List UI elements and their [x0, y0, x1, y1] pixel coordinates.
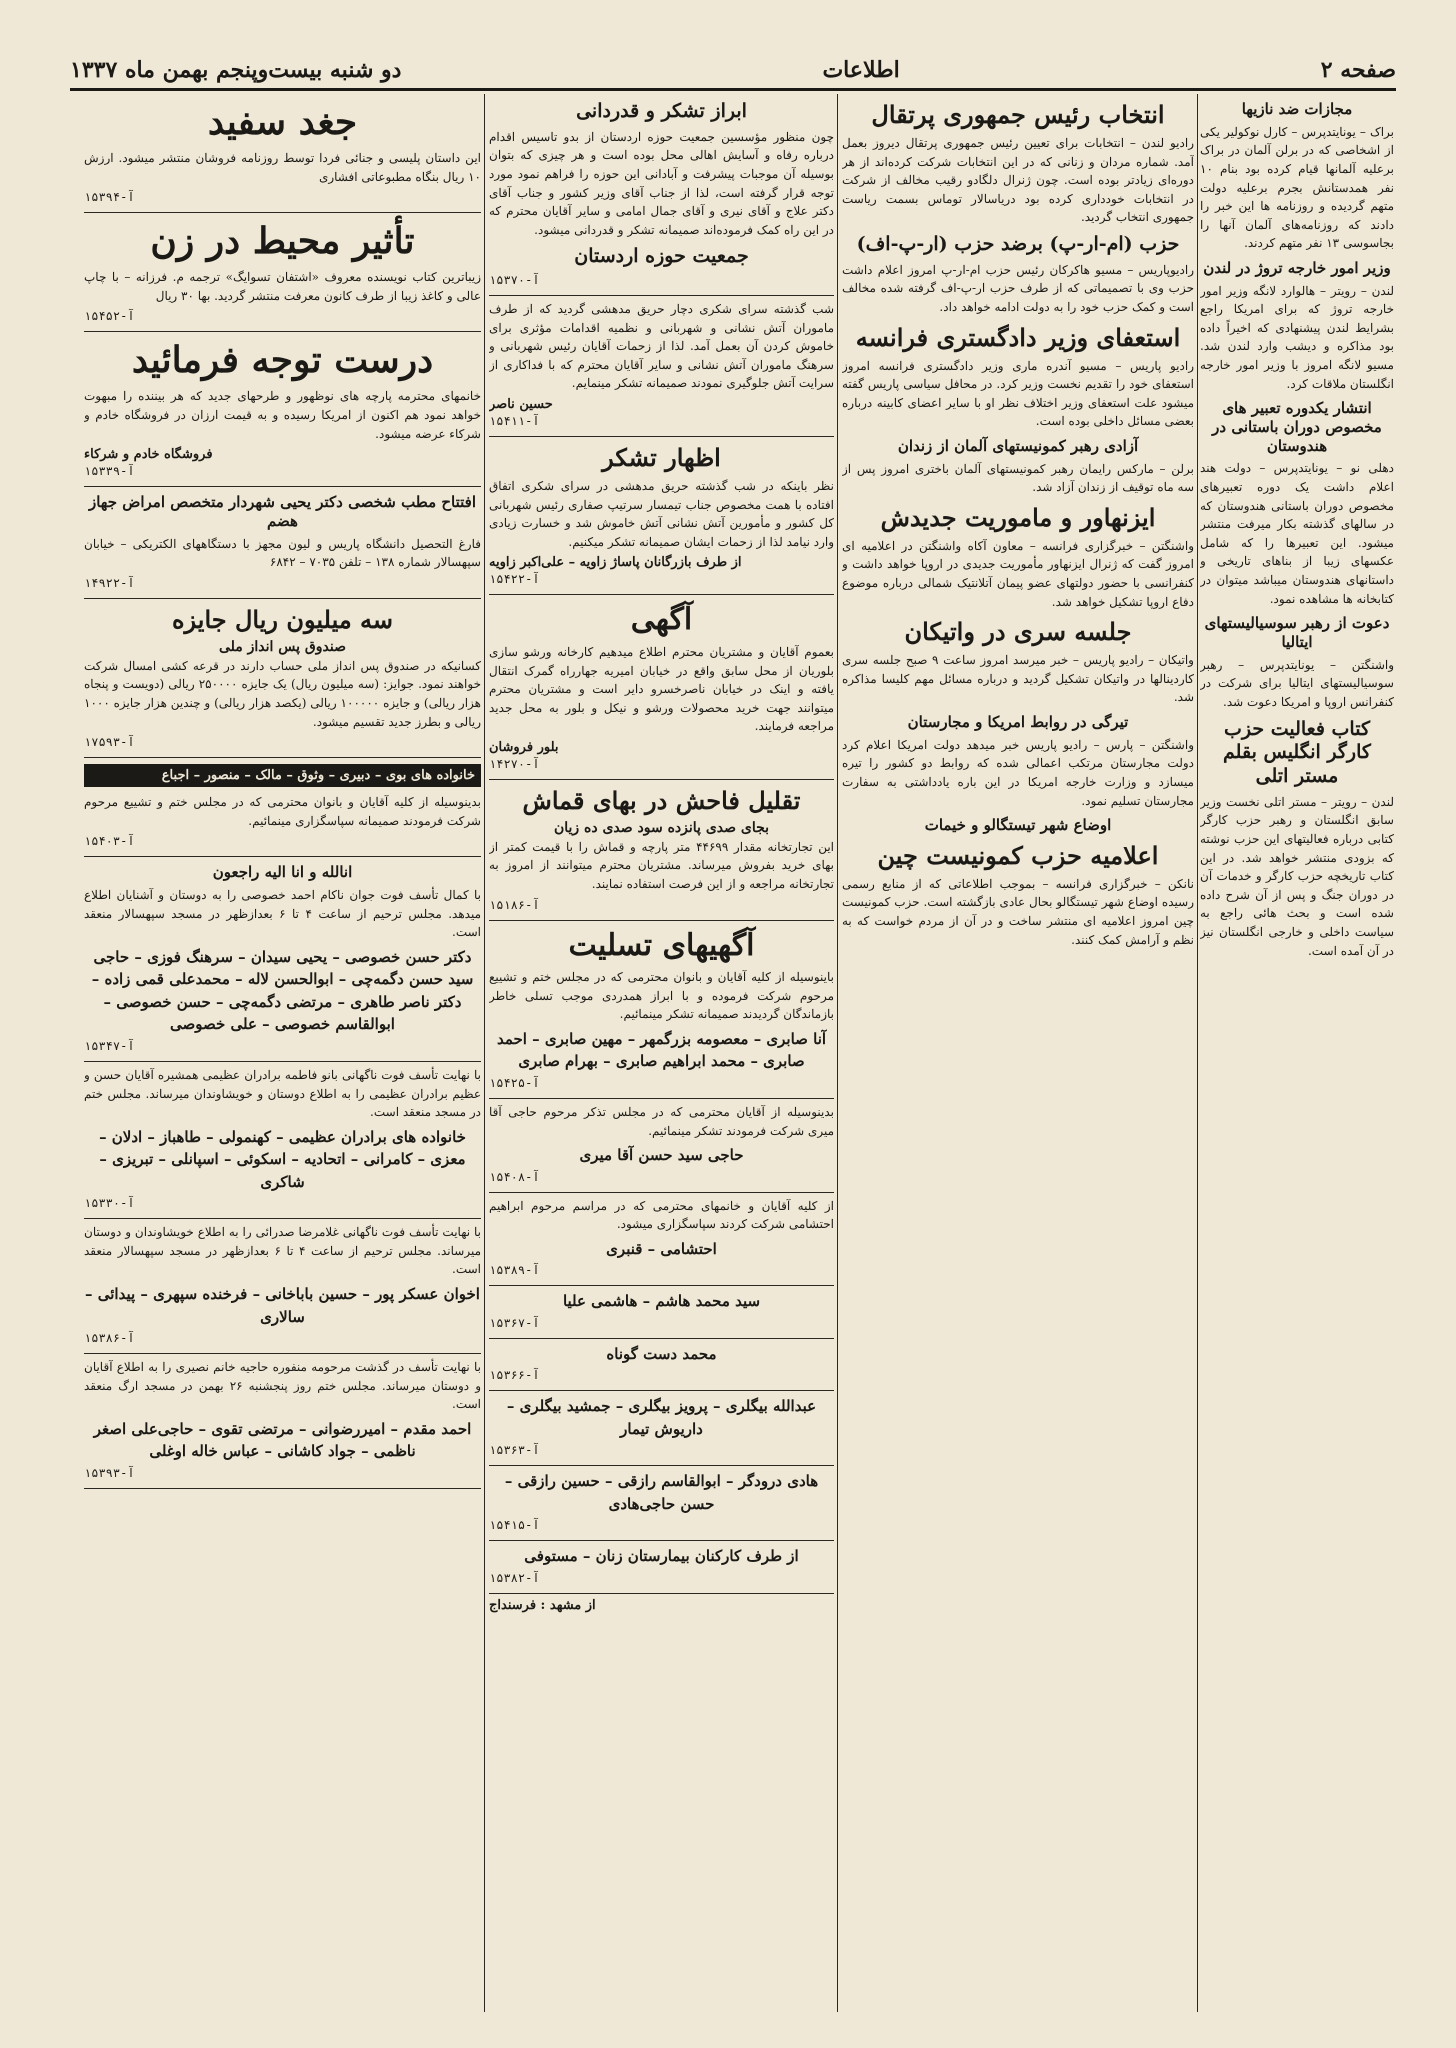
- ad-code: آ-۱۴۹۲۲: [84, 575, 135, 590]
- condolence-notice: [489, 1103, 834, 1193]
- article-body: واتیکان – رادیو پاریس – خبر میرسد امروز ساعت ۹ صبح جلسه سری کاردینالها در واتیکان تشکیل گردید و درباره مسائل مهم کلیسا مذاکره شد.: [842, 653, 1194, 705]
- notice: [489, 300, 834, 437]
- family-names: خانواده های برادران عظیمی – کهنمولی – طاهباز – ادلان – معزی – کامرانی – اتحادیه – اسکوئی – اسپانلی – تبریزی – شاکری: [99, 1127, 466, 1191]
- ad-code: آ-۱۵۳۳۰: [84, 1196, 135, 1211]
- notice-body: با نهایت تأسف فوت ناگهانی بانو فاطمه برادران عظیمی همشیره آقایان حسن و عظیم برادران عظیمی را به اطلاع دوستان و خویشاوندان میرساند. مجلس ختم در مسجد منعقد است.: [84, 1067, 481, 1120]
- ad-code: آ-۱۵۳۸۶: [84, 1331, 135, 1345]
- ad: [84, 605, 481, 758]
- ad-title: سه میلیون ریال جایزه: [171, 604, 393, 634]
- headline: دعوت از رهبر سوسیالیستهای ایتالیا: [1204, 614, 1390, 651]
- black-banner: خانواده های بوی – دبیری – وثوق – مالک – منصور – اجباع: [84, 764, 481, 787]
- family-names: اخوان عسکر پور – حسین باباخانی – فرخنده سپهری – پیدائی – سالاری: [85, 1285, 480, 1326]
- subheadline: بجای صدی پانزده سود صدی ده زیان: [553, 819, 770, 836]
- ad-code: آ-۱۵۴۱۱: [489, 414, 540, 429]
- article-body: واشنگتن – پارس – رادیو پاریس خبر میدهد دولت امریکا اعلام کرد دولت مجارستان مرتکب اعمالی شده که روابط دو کشور را تیره میسازد و وزارت خارجه امریکا در این باره یادداشتی به سفارت مجارستان تسلیم نمود.: [842, 737, 1194, 808]
- notice-body: بدینوسیله از کلیه آقایان و بانوان محترمی که در مجلس ختم و تشییع مرحوم شرکت فرمودند صمیمانه سپاسگزاری مینمائیم.: [84, 795, 481, 828]
- notice: [489, 601, 834, 779]
- family-names: آنا صابری – معصومه بزرگمهر – مهین صابری – احمد صابری – محمد ابراهیم صابری – بهرام صابری: [496, 1029, 827, 1071]
- ad: [84, 493, 481, 599]
- headline: اظهار تشکر: [602, 443, 721, 473]
- ad-body: فارغ التحصیل دانشگاه پاریس و لیون مجهز با دستگاههای الکتریکی – خیابان سپهسالار شماره ۱۳۸ – تلفن ۷۰۳۵ – ۶۸۴۲: [84, 536, 481, 570]
- ad-code: آ-۱۵۳۸۲: [489, 1570, 540, 1585]
- ad-code: آ-۱۵۳۶۳: [489, 1443, 540, 1458]
- ad-code: آ-۱۵۴۲۲: [489, 572, 540, 587]
- article-body: واشنگتن – خبرگزاری فرانسه – معاون آکاه واشنگتن در اعلامیه ای امروز گفت که ژنرال ایزنهاور مأموریت جدیدی در اروپا خواهد داشت و کنفرانسی با حضور دولتهای عضو پیمان آتلانتیک شمالی درباره موضوع دفاع اروپا تشکیل خواهد شد.: [842, 538, 1194, 609]
- condolence-notice: [84, 1358, 481, 1489]
- notice-signature: حسین ناصر: [489, 397, 553, 413]
- notice: [489, 100, 834, 296]
- condolence-notice: [489, 1290, 834, 1339]
- column-rule: [484, 94, 485, 2012]
- ad-code: آ-۱۷۵۹۳: [84, 735, 135, 750]
- notice-body: از کلیه آقایان و خانمهای محترمی که در مراسم مرحوم ابراهیم احتشامی شرکت کردند سپاسگزاری میشود.: [489, 1198, 834, 1232]
- family-names: احمد مقدم – امیررضوانی – مرتضی تقوی – حاجی‌علی اصغر ناظمی – جواد کاشانی – عباس خاله اوغلی: [93, 1419, 472, 1461]
- condolence-notice: [84, 1223, 481, 1354]
- ad-title: درست توجه فرمائید: [131, 339, 434, 382]
- column-rule: [1197, 94, 1198, 2012]
- headline: اعلامیه حزب کمونیست چین: [877, 840, 1159, 870]
- article-body: براک – یونایتدپرس – کارل نوکولیر یکی از اشخاصی که در برلن آلمان در براک برعلیه آلمانها قیام کرده بود بنام ۱۰ نفر همدستانش بجرم برعلیه دولت متهم گردیده و روزنامه ها این خبر را دادند که روزنامه‌های آلمان آنها را بجاسوسی ۱۳ نفر متهم کردند.: [1200, 124, 1394, 251]
- headline: آگهی: [630, 602, 693, 638]
- notice-signature: بلور فروشان: [489, 739, 559, 755]
- article-body: رادیو پاریس – مسیو آندره ماری وزیر دادگستری فرانسه امروز استعفای خود را تقدیم نخست وزیر کرد. در محافل سیاسی پاریس گفته میشود علت استعفای وزیر اختلاف نظر او با سایر اعضای کابینه درباره بعضی مسائل داخلی بوده است.: [842, 358, 1194, 429]
- ad: [84, 338, 481, 487]
- headline: کتاب فعالیت حزب کارگر انگلیس بقلم مستر اتلی: [1223, 717, 1371, 787]
- ad-code: آ-۱۵۳۹۳: [84, 1465, 135, 1480]
- family-names: حاجی سید حسن آقا میری: [579, 1146, 744, 1165]
- article-body: لندن – رویتر – مستر اتلی نخست وزیر سابق انگلستان و رهبر حزب کارگر کتابی درباره فعالیتهای این حزب نوشته که بزودی منتشر خواهد شد. در این کتاب تاریخچه حزب کارگر و خدمات آن در دوران جنگ و پس از آن شرح داده شده است و بحث هائی راجع به سیاست داخلی و خارجی انگلستان نیز در آن آمده است.: [1200, 794, 1394, 958]
- ad-body: این داستان پلیسی و جنائی فردا توسط روزنامه فروشان منتشر میشود. ارزش ۱۰ ریال بنگاه مطبوعاتی افشاری: [84, 151, 481, 184]
- ad-body: کسانیکه در صندوق پس انداز ملی حساب دارند در قرعه کشی امسال شرکت خواهند نمود. جوایز: (سه میلیون ریال) یک جایزه ۲۵۰۰۰۰ ریالی (دویست و پنجاه هزار ریالی) و جایزه ۱۰۰۰۰۰ ریالی (یکصد هزار ریالی) و چندین هزار جایزه ۱۰۰۰ ریالی و بطرز جدید تقسیم میشود.: [84, 658, 481, 729]
- condolence-notice: [84, 863, 481, 1062]
- article-body: نانکن – خبرگزاری فرانسه – بموجب اطلاعاتی که از منابع رسمی رسیده اوضاع شهر تیستگالو بحال عادی بازگشته است. حزب کمونیست چین امروز اعلامیه ای منتشر ساخت و در آن از مردم خواست که به نظم و آرامش کمک کنند.: [842, 876, 1194, 947]
- ad-title: افتتاح مطب شخصی دکتر یحیی شهردار متخصص امراض جهاز هضم: [88, 493, 477, 530]
- headline: انتشار یکدوره تعبیر های مخصوص دوران باستانی در هندوستان: [1212, 399, 1382, 455]
- ad-code: آ-۱۵۳۴۷: [84, 1038, 135, 1053]
- headline: آگهیهای تسلیت: [568, 927, 755, 963]
- column-notices: [489, 94, 834, 2012]
- notice-body: این تجارتخانه مقدار ۴۴۶۹۹ متر پارچه و قماش را با قیمت کمتر از بهای خرید بفروش میرساند. مشتریان محترم میتوانند از امروز به تجارتخانه مراجعه و از این فرصت استفاده نمایند.: [489, 839, 834, 892]
- headline: آزادی رهبر کمونیستهای آلمان از زندان: [897, 436, 1139, 455]
- family-names: محمد دست گوناه: [606, 1344, 717, 1363]
- headline: ابراز تشکر و قدردانی: [576, 100, 747, 122]
- column-world-news: [1200, 94, 1394, 2012]
- family-names: هادی درودگر – ابوالقاسم رازقی – حسین رازقی – حسن حاجی‌هادی: [504, 1472, 819, 1513]
- ad: [84, 219, 481, 332]
- headline: وزیر امور خارجه تروژ در لندن: [1203, 258, 1391, 277]
- headline: تیرگی در روابط امریکا و مجارستان: [907, 712, 1129, 731]
- notice-body: شب گذشته سرای شکری دچار حریق مدهشی گردید که از طرف ماموران آتش نشانی و شهربانی و نظمیه اقدامات مؤثری برای خاموش کردن آن بعمل آمد. لذا از زحمات آقایان رئیس شهربانی و سرهنگ ماموران آتش نشانی و سایر آقایان محترم که با فداکاری از سرایت آتش جلوگیری نمودند صمیمانه تشکر مینمایم.: [489, 302, 834, 391]
- article-body: دهلی نو – یونایتدپرس – دولت هند اعلام داشت یک دوره تعبیرهای مخصوص دوران باستانی هندوستان که در سالهای گذشته بکار میرفت منتشر میشود. این تعبیرها را که شامل عکسهای زیبا از بناهای تاریخی و داستانهای هندوستان میباشد میتوان در کتابخانه ها مشاهده نمود.: [1200, 461, 1394, 606]
- article-body: رادیوپاریس – مسیو هاکرکان رئیس حزب ام-ار-پ امروز اعلام داشت حزب وی با تصمیماتی که از طرف حزب ار-پ-اف گرفته شده مخالف است و کمک حزب خود را به دولت ادامه خواهد داد.: [842, 262, 1194, 314]
- ad-code: آ-۱۵۴۵۲: [84, 309, 135, 324]
- family-names: عبدالله بیگلری – پرویز بیگلری – جمشید بیگلری – داریوش تیمار: [506, 1397, 817, 1438]
- condolence-notice: [489, 1545, 834, 1594]
- headline: ایزنهاور و ماموریت جدیدش: [880, 502, 1156, 532]
- ad-signature: فروشگاه خادم و شرکاء: [84, 447, 213, 463]
- headline: انالله و انا الیه راجعون: [212, 863, 353, 882]
- condolence-notice: [489, 1343, 834, 1392]
- condolence-notice: [489, 1197, 834, 1287]
- article-body: برلن – مارکس رایمان رهبر کمونیستهای آلمان باختری امروز پس از سه ماه توقیف از زندان آزاد شد.: [842, 461, 1194, 495]
- condolence-notice: [489, 1395, 834, 1466]
- page-header: [70, 52, 1396, 91]
- condolence-notice: [489, 927, 834, 1099]
- issue-date: دو شنبه بیست‌وپنجم بهمن ماه ۱۳۳۷: [70, 57, 402, 83]
- page-number: صفحه ۲: [1320, 57, 1396, 83]
- newspaper-name: اطلاعات: [822, 57, 900, 83]
- family-names: از طرف کارکنان بیمارستان زنان – مستوفی: [524, 1547, 799, 1566]
- ad-code: آ-۱۵۱۸۶: [489, 897, 540, 912]
- ad-title: جغد سفید: [207, 101, 358, 143]
- notice-body: نظر باینکه در شب گذشته حریق مدهشی در سرای شکری اتفاق افتاده با همت مخصوص جناب تیمسار سرتیپ صفاری رئیس شهربانی کل کشور و مأمورین آتش نشانی آتش خاموش شد و خسارت زیادی وارد نیامد لذا از زحمات ایشان صمیمانه تشکر میکنیم.: [489, 479, 834, 549]
- notice: [489, 786, 834, 921]
- notice-body: چون منظور مؤسسین جمعیت حوزه اردستان از بدو تاسیس اقدام درباره رفاه و آسایش اهالی محل بوده است و هر چیزی که بتوان بوسیله آن موجبات پیشرفت و آبادانی این حوزه را فراهم نمود مورد توجه قرار گرفته است، لذا از جناب آقای وزیر کشور و جناب آقای دکتر علاج و آقای نیری و آقای جمال امامی و سایر آقایان محترم که در این راه کمک فرموده‌اند صمیمانه تشکر و قدردانی میشود.: [489, 129, 834, 237]
- article-body: لندن – رویتر – هالوارد لانگه وزیر امور خارجه تروژ که برای امریکا راجع بشرایط لندن پیشنهادی که اخیراً داده بود مذاکره و دیشب وارد لندن شد. مسیو لانگه امروز با وزیر امور خارجه انگلستان ملاقات کرد.: [1200, 283, 1394, 391]
- headline: اوضاع شهر تیستگالو و خیمات: [924, 816, 1112, 835]
- ad-code: آ-۱۵۳۶۷: [489, 1315, 540, 1330]
- ad-subtitle: صندوق پس انداز ملی: [218, 638, 347, 655]
- notice-signature: از مشهد : فرسنداج: [489, 1597, 596, 1613]
- ad-code: آ-۱۵۳۹۴: [84, 190, 135, 205]
- notice-signature: جمعیت حوزه اردستان: [574, 245, 749, 268]
- notice-body: بدینوسیله از آقایان محترمی که در مجلس تذکر مرحوم حاجی آقا میری شرکت فرمودند تشکر مینمائیم.: [489, 1104, 834, 1138]
- ad-title: تأثیر محیط در زن: [150, 220, 415, 263]
- family-names: سید محمد هاشم – هاشمی علیا: [562, 1292, 761, 1311]
- notice-body: باینوسیله از کلیه آقایان و بانوان محترمی که در مجلس ختم و تشییع مرحوم شرکت فرموده و با ابراز همدردی موجب تسلی خاطر بازماندگان گردیدند صمیمانه تشکر مینمائیم.: [489, 970, 834, 1022]
- article-body: رادیو لندن – انتخابات برای تعیین رئیس جمهوری پرتقال دیروز بعمل آمد. شماره مردان و زنانی که در این انتخابات شرکت کرده‌اند از هر دوره‌ای زیادتر بوده است. چون ژنرال دلگادو رقیب مخالف از شرکت در انتخابات خودداری کرده بود دریاسالار توماس بسمت ریاست جمهوری انتخاب گردید.: [842, 136, 1194, 225]
- ad-code: آ-۱۵۴۱۵: [489, 1518, 540, 1533]
- ad-code: آ-۱۵۴۰۸: [489, 1169, 540, 1184]
- family-names: احتشامی – قنبری: [606, 1239, 717, 1258]
- headline: حزب (ام-ار-پ) برضد حزب (ار-پ-اف): [856, 232, 1180, 255]
- ad-code: آ-۱۵۴۲۵: [489, 1075, 540, 1090]
- headline: مجازات ضد نازیها: [1241, 100, 1353, 118]
- headline: جلسه سری در واتیکان: [904, 617, 1132, 647]
- ad: [84, 100, 481, 213]
- notice-signature: از طرف بازرگانان پاساژ زاویه – علی‌اکبر زاویه: [489, 555, 742, 571]
- notice-body: با نهایت تأسف فوت ناگهانی غلامرضا صدرائی را به اطلاع خویشاوندان و دوستان میرساند. مجلس ترحیم از ساعت ۴ تا ۶ بعدازظهر در مسجد سپهسالار منعقد است.: [84, 1225, 481, 1277]
- column-ads: [84, 94, 481, 2012]
- ad-code: آ-۱۵۳۸۹: [489, 1263, 540, 1278]
- ad-code: آ-۱۵۴۰۳: [84, 834, 135, 849]
- condolence-notice: [84, 793, 481, 857]
- ad-code: آ-۱۵۳۳۹: [84, 464, 135, 479]
- ad-body: زیباترین کتاب نویسنده معروف «اشتفان تسوایگ» ترجمه م. فرزانه – با چاپ عالی و کاغذ زیبا از طرف کانون معرفت منتشر گردید. بها ۳۰ ریال: [84, 270, 481, 303]
- column-rule: [837, 94, 838, 2012]
- notice-body: بعموم آقایان و مشتریان محترم اطلاع میدهیم کارخانه ورشو سازی بلوریان از محل سابق واقع در خیابان امیریه جهارراه گمرک انتقال یافته و اینک در خیابان ناصرخسرو دایر است و مشتریان محترم میتوانند جهت خرید محصولات ورشو و نیکل و بلور به محل جدید مراجعه فرمایند.: [489, 644, 834, 734]
- column-international-news: [842, 94, 1194, 2012]
- headline: تقلیل فاحش در بهای قماش: [522, 785, 801, 815]
- headline: انتخاب رئیس جمهوری پرتقال: [871, 100, 1165, 129]
- notice-body: با کمال تأسف فوت جوان ناکام احمد خصوصی را به دوستان و آشنایان اطلاع میدهد. مجلس ترحیم از ساعت ۴ تا ۶ بعدازظهر در مسجد سپهسالار منعقد است.: [84, 888, 481, 940]
- ad-code: آ-۱۴۲۷۰: [489, 756, 540, 771]
- ad-body: خانمهای محترمه پارچه های نوظهور و طرحهای جدید که هر بیننده را مبهوت خواهد نمود هم اکنون از امریکا رسیده و به قیمت ارزان در فروشگاه خادم و شرکاء عرضه میشود.: [84, 389, 481, 441]
- notice: [489, 443, 834, 595]
- ad-code: آ-۱۵۳۶۶: [489, 1368, 540, 1383]
- article-body: واشنگتن – یونایتدپرس – رهبر سوسیالیستهای ایتالیا برای شرکت در کنفرانس اروپا و امریکا دعوت شد.: [1200, 657, 1394, 709]
- ad-code: آ-۱۵۳۷۰: [489, 273, 540, 288]
- condolence-notice: [84, 1066, 481, 1219]
- condolence-notice: [489, 1470, 834, 1541]
- headline: استعفای وزیر دادگستری فرانسه: [855, 322, 1181, 352]
- family-names: دکتر حسن خصوصی – یحیی سیدان – سرهنگ فوزی – حاجی سید حسن دگمه‌چی – ابوالحسن لاله – محمدعلی قمی زاده – دکتر ناصر طاهری – مرتضی دگمه‌چی – حسن خصوصی – ابوالقاسم خصوصی – علی خصوصی: [91, 947, 474, 1034]
- notice-body: با نهایت تأسف در گذشت مرحومه منفوره حاجیه خانم نصیری را به اطلاع آقایان و دوستان میرساند. مجلس ختم روز پنجشنبه ۲۶ بهمن در مسجد ارگ منعقد است.: [84, 1360, 481, 1412]
